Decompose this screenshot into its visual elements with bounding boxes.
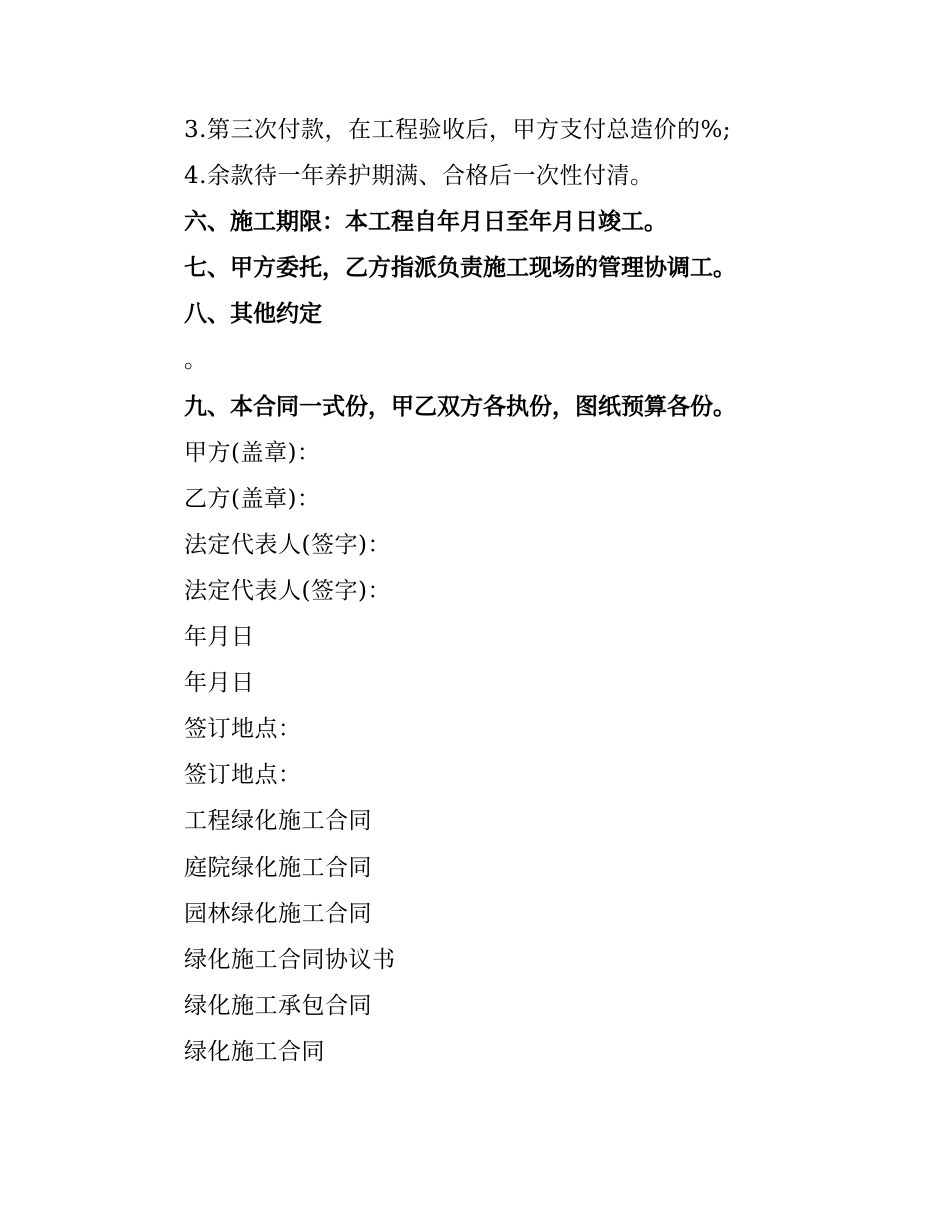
party-a-date: 年月日 [184,624,255,651]
related-title-3: 园林绿化施工合同 [184,900,372,927]
related-title-6: 绿化施工合同 [184,1038,325,1065]
related-title-4: 绿化施工合同协议书 [184,946,396,973]
party-b-seal: 乙方(盖章)： [184,485,321,512]
party-b-date: 年月日 [184,670,255,697]
related-title-1: 工程绿化施工合同 [184,808,372,835]
section-7-heading: 七、甲方委托，乙方指派负责施工现场的管理协调工。 [184,255,736,282]
payment-clause-4: 4.余款待一年养护期满、合格后一次性付清。 [184,163,654,190]
section-8-content: 。 [184,347,208,374]
section-9-heading: 九、本合同一式份，甲乙双方各执份，图纸预算各份。 [184,393,736,420]
party-b-representative: 法定代表人(签字)： [184,577,391,604]
payment-clause-3: 3.第三次付款，在工程验收后，甲方支付总造价的%; [184,117,732,143]
party-a-representative: 法定代表人(签字)： [184,531,391,558]
related-title-5: 绿化施工承包合同 [184,992,372,1019]
section-8-heading: 八、其他约定 [184,301,322,328]
related-title-2: 庭院绿化施工合同 [184,854,372,881]
party-a-signing-place: 签订地点： [184,716,302,743]
section-6-heading: 六、施工期限：本工程自年月日至年月日竣工。 [184,209,667,236]
document-body [184,107,884,1075]
party-b-signing-place: 签订地点： [184,762,302,789]
party-a-seal: 甲方(盖章)： [184,439,321,466]
